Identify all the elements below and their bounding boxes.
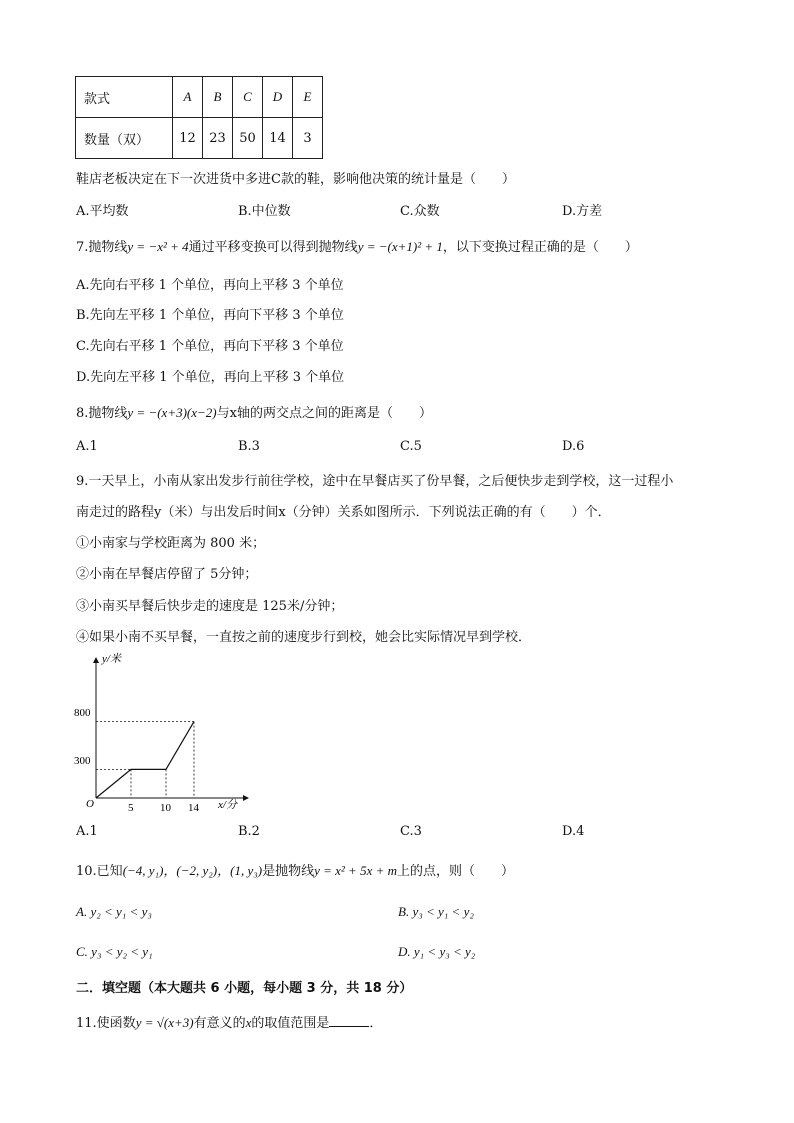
question-7-stem bbox=[76, 236, 638, 255]
x-tick-label: 5 bbox=[128, 802, 134, 814]
q7-option-b: B.先向左平移 1 个单位，再向下平移 3 个单位 bbox=[76, 308, 344, 323]
q7-stem-text: 通过平移变换可以得到抛物线 bbox=[188, 240, 358, 255]
q7-stem-text: ，以下变换过程正确的是（ ） bbox=[442, 240, 638, 255]
table-cell: 23 bbox=[203, 118, 233, 159]
q6-option-a: A.平均数 bbox=[76, 204, 129, 219]
q9-statement-2: ②小南在早餐店停留了 5分钟； bbox=[76, 567, 258, 582]
q9-option-c: C.3 bbox=[400, 824, 422, 839]
q6-option-d: D.方差 bbox=[562, 204, 603, 219]
x-axis-label: x/分 bbox=[218, 799, 237, 811]
q6-option-b: B.中位数 bbox=[238, 204, 291, 219]
table-row bbox=[76, 118, 323, 159]
distance-series-line bbox=[96, 722, 194, 798]
q11-stem-text: 的取值范围是 bbox=[251, 1016, 330, 1031]
q6-option-c: C.众数 bbox=[400, 204, 440, 219]
q11-stem-text: 有意义的 bbox=[193, 1016, 246, 1031]
table-cell: 14 bbox=[263, 118, 293, 159]
question-11-stem bbox=[76, 1012, 382, 1031]
q11-formula: y = √(x+3) bbox=[135, 1015, 194, 1030]
question-8-stem bbox=[76, 402, 432, 421]
q7-option-a: A.先向右平移 1 个单位，再向上平移 3 个单位 bbox=[76, 278, 344, 293]
q8-stem-text: 与x轴的两交点之间的距离是（ ） bbox=[216, 406, 432, 421]
q9-option-a: A.1 bbox=[76, 824, 98, 839]
question-9-line-1: 9.一天早上，小南从家出发步行前往学校，途中在早餐店买了份早餐，之后便快步走到学校，这一过程小 bbox=[76, 474, 674, 489]
x-tick-label: 10 bbox=[160, 802, 171, 814]
y-axis-label: y/米 bbox=[102, 653, 121, 665]
q8-option-c: C.5 bbox=[400, 439, 422, 454]
q10-stem-text: 10.已知 bbox=[76, 864, 123, 879]
answer-blank[interactable] bbox=[329, 1014, 369, 1027]
table-cell: B bbox=[203, 77, 233, 118]
q10-option-c: C. y₃ < y₂ < y₁ bbox=[76, 944, 153, 959]
q10-option-a: A. y₂ < y₁ < y₃ bbox=[76, 904, 152, 919]
table-cell: 3 bbox=[293, 118, 323, 159]
y-tick-label: 300 bbox=[74, 755, 91, 767]
q10-option-d: D. y₁ < y₃ < y₂ bbox=[398, 944, 476, 959]
q7-option-d: D.先向左平移 1 个单位，再向上平移 3 个单位 bbox=[76, 370, 345, 385]
q7-formula-2: y = −(x+1)² + 1 bbox=[357, 239, 443, 254]
question-10-stem bbox=[76, 860, 514, 879]
q8-stem-text: 8.抛物线 bbox=[76, 406, 128, 421]
table-cell: 50 bbox=[233, 118, 263, 159]
distance-time-graph bbox=[70, 650, 260, 815]
q11-stem-text: 11.使函数 bbox=[76, 1016, 136, 1031]
q9-statement-4: ④如果小南不买早餐，一直按之前的速度步行到校，她会比实际情况早到学校． bbox=[76, 630, 532, 645]
table-cell: D bbox=[263, 77, 293, 118]
q7-formula-1: y = −x² + 4 bbox=[127, 239, 189, 254]
q11-variable: x bbox=[245, 1015, 252, 1030]
q10-stem-text: 是抛物线 bbox=[262, 864, 315, 879]
q9-option-b: B.2 bbox=[238, 824, 260, 839]
q7-option-c: C.先向右平移 1 个单位，再向下平移 3 个单位 bbox=[76, 339, 344, 354]
q9-statement-3: ③小南买早餐后快步走的速度是 125米/分钟； bbox=[76, 599, 344, 614]
table-cell: 12 bbox=[173, 118, 203, 159]
table-header-label: 款式 bbox=[76, 77, 173, 118]
table-row bbox=[76, 77, 323, 118]
q8-option-b: B.3 bbox=[238, 439, 260, 454]
q9-statement-1: ①小南家与学校距离为 800 米； bbox=[76, 536, 266, 551]
q8-option-d: D.6 bbox=[562, 439, 585, 454]
question-9-line-2: 南走过的路程y（米）与出发后时间x（分钟）关系如图所示．下列说法正确的有（ ）个． bbox=[76, 505, 611, 520]
q10-stem-text: 上的点，则（ ） bbox=[397, 864, 515, 879]
q10-option-b: B. y₃ < y₁ < y₂ bbox=[398, 904, 474, 919]
q9-option-d: D.4 bbox=[562, 824, 585, 839]
y-tick-label: 800 bbox=[74, 707, 91, 719]
section-2-title: 二．填空题（本大题共 6 小题，每小题 3 分，共 18 分） bbox=[76, 981, 413, 996]
table-cell: A bbox=[173, 77, 203, 118]
x-tick-label: 14 bbox=[188, 802, 199, 814]
q10-points: (−4, y₁)，(−2, y₂)，(1, y₃) bbox=[122, 863, 263, 878]
table-cell: C bbox=[233, 77, 263, 118]
q7-stem-text: 7.抛物线 bbox=[76, 240, 128, 255]
q8-option-a: A.1 bbox=[76, 439, 98, 454]
q11-end: ． bbox=[369, 1016, 383, 1031]
q8-formula: y = −(x+3)(x−2) bbox=[127, 405, 217, 420]
question-6-stem: 鞋店老板决定在下一次进货中多进C款的鞋，影响他决策的统计量是（ ） bbox=[76, 172, 515, 187]
shoe-sales-table bbox=[75, 76, 323, 159]
table-row-label: 数量（双） bbox=[76, 118, 173, 159]
origin-label: O bbox=[86, 798, 94, 810]
table-cell: E bbox=[293, 77, 323, 118]
q10-formula: y = x² + 5x + m bbox=[314, 863, 398, 878]
